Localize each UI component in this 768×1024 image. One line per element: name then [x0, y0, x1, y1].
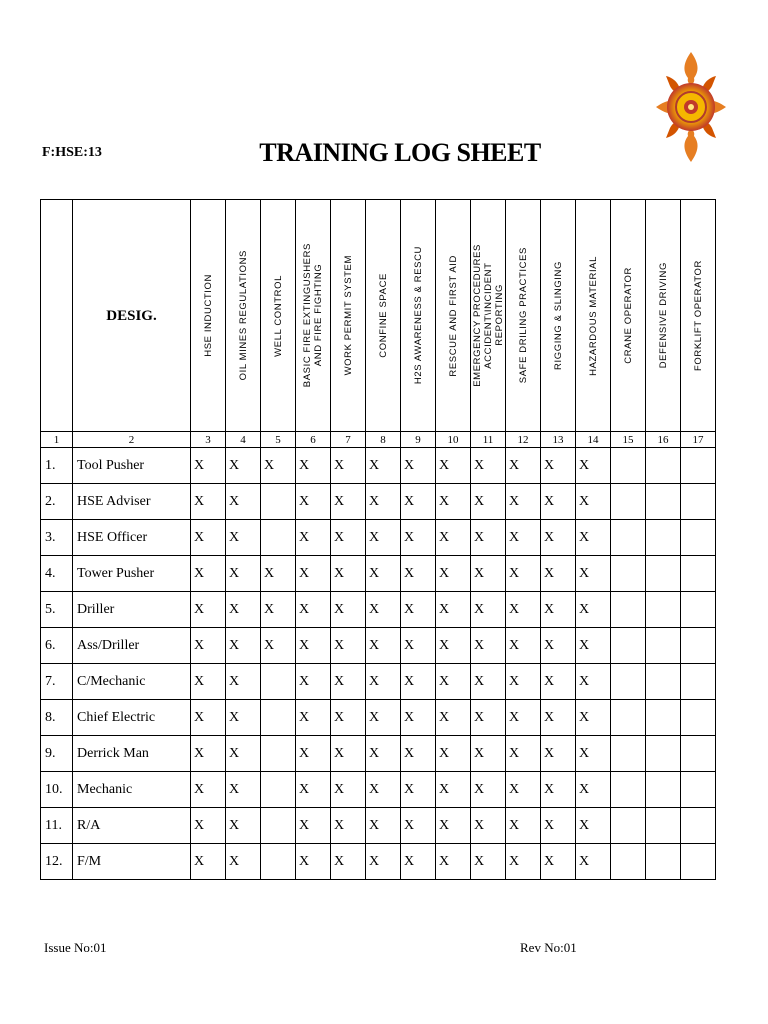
column-number: 12	[506, 432, 541, 448]
revision-number: Rev No:01	[520, 940, 577, 955]
training-mark: X	[506, 520, 541, 556]
training-mark: X	[576, 628, 611, 664]
training-mark: X	[471, 772, 506, 808]
training-mark: X	[226, 484, 261, 520]
training-mark: X	[296, 700, 331, 736]
table-row	[41, 772, 716, 808]
training-mark: X	[226, 628, 261, 664]
training-header-label: CRANE OPERATOR	[622, 267, 634, 364]
serial-number: 7.	[41, 664, 73, 700]
training-header-label: HSE INDUCTION	[202, 274, 214, 357]
training-mark: X	[576, 520, 611, 556]
training-mark: X	[226, 556, 261, 592]
table-row	[41, 664, 716, 700]
designation: HSE Adviser	[73, 484, 191, 520]
table-row	[41, 484, 716, 520]
serial-number: 3.	[41, 520, 73, 556]
training-mark: X	[366, 520, 401, 556]
training-mark: X	[331, 700, 366, 736]
training-mark: X	[436, 592, 471, 628]
training-mark: X	[261, 556, 296, 592]
training-mark: X	[366, 808, 401, 844]
table-row	[41, 520, 716, 556]
serial-number: 5.	[41, 592, 73, 628]
training-mark	[681, 592, 716, 628]
training-mark: X	[506, 556, 541, 592]
training-mark: X	[226, 772, 261, 808]
column-number: 7	[331, 432, 366, 448]
training-mark: X	[366, 772, 401, 808]
training-mark: X	[576, 592, 611, 628]
training-mark: X	[191, 664, 226, 700]
training-mark: X	[401, 736, 436, 772]
training-mark	[611, 808, 646, 844]
training-mark: X	[191, 484, 226, 520]
training-header	[576, 200, 611, 432]
training-mark: X	[471, 808, 506, 844]
training-mark	[611, 484, 646, 520]
training-header-label: DEFENSIVE DRIVING	[657, 262, 669, 369]
training-mark	[681, 736, 716, 772]
training-mark: X	[576, 448, 611, 484]
designation: HSE Officer	[73, 520, 191, 556]
training-mark: X	[401, 484, 436, 520]
training-mark: X	[366, 484, 401, 520]
training-mark	[261, 664, 296, 700]
training-mark	[646, 736, 681, 772]
sn-header	[41, 200, 73, 432]
training-mark: X	[576, 772, 611, 808]
form-code: F:HSE:13	[42, 145, 102, 160]
sun-emblem-icon	[652, 48, 730, 166]
training-mark: X	[576, 736, 611, 772]
training-mark: X	[401, 844, 436, 880]
training-mark: X	[331, 772, 366, 808]
training-mark	[681, 808, 716, 844]
training-mark: X	[506, 592, 541, 628]
training-mark: X	[541, 520, 576, 556]
training-header-label: RIGGING & SLINGING	[552, 261, 564, 370]
training-mark: X	[331, 520, 366, 556]
training-header-label: WORK PERMIT SYSTEM	[342, 255, 354, 376]
training-mark	[681, 448, 716, 484]
column-number: 9	[401, 432, 436, 448]
column-number: 8	[366, 432, 401, 448]
training-header	[506, 200, 541, 432]
training-header-label: SAFE DRILING PRACTICES	[517, 247, 529, 384]
training-mark: X	[576, 808, 611, 844]
training-mark: X	[506, 736, 541, 772]
training-header	[541, 200, 576, 432]
table-row	[41, 556, 716, 592]
column-number: 15	[611, 432, 646, 448]
training-mark: X	[541, 448, 576, 484]
training-mark: X	[541, 844, 576, 880]
training-mark: X	[331, 448, 366, 484]
training-mark	[646, 484, 681, 520]
serial-number: 12.	[41, 844, 73, 880]
training-mark: X	[296, 844, 331, 880]
training-mark: X	[541, 700, 576, 736]
designation: Driller	[73, 592, 191, 628]
training-mark	[611, 520, 646, 556]
training-mark: X	[541, 736, 576, 772]
training-mark: X	[366, 628, 401, 664]
training-mark	[611, 844, 646, 880]
training-mark: X	[541, 556, 576, 592]
training-mark: X	[436, 772, 471, 808]
training-mark: X	[471, 520, 506, 556]
page-title: TRAINING LOG SHEET	[259, 138, 541, 167]
serial-number: 1.	[41, 448, 73, 484]
column-number: 2	[73, 432, 191, 448]
training-header	[366, 200, 401, 432]
training-mark: X	[226, 592, 261, 628]
training-mark: X	[471, 736, 506, 772]
training-mark: X	[506, 844, 541, 880]
training-mark: X	[401, 448, 436, 484]
training-mark	[681, 772, 716, 808]
designation: Tool Pusher	[73, 448, 191, 484]
training-mark	[681, 700, 716, 736]
column-number: 14	[576, 432, 611, 448]
table-row	[41, 592, 716, 628]
column-number: 17	[681, 432, 716, 448]
training-mark: X	[401, 592, 436, 628]
training-mark: X	[506, 484, 541, 520]
training-mark: X	[436, 448, 471, 484]
serial-number: 10.	[41, 772, 73, 808]
training-header	[226, 200, 261, 432]
training-mark: X	[191, 556, 226, 592]
training-mark: X	[576, 484, 611, 520]
training-mark: X	[436, 664, 471, 700]
training-mark	[646, 628, 681, 664]
training-mark: X	[366, 448, 401, 484]
training-mark: X	[471, 592, 506, 628]
training-header-label: RESCUE AND FIRST AID	[447, 254, 459, 377]
training-mark	[646, 556, 681, 592]
training-mark: X	[226, 700, 261, 736]
column-number: 13	[541, 432, 576, 448]
training-mark: X	[576, 664, 611, 700]
training-header	[296, 200, 331, 432]
training-mark: X	[296, 520, 331, 556]
training-mark: X	[471, 628, 506, 664]
table-row	[41, 736, 716, 772]
training-mark: X	[401, 520, 436, 556]
training-mark: X	[331, 844, 366, 880]
training-mark: X	[471, 664, 506, 700]
training-mark: X	[401, 556, 436, 592]
training-header	[436, 200, 471, 432]
training-mark: X	[366, 592, 401, 628]
training-mark: X	[471, 700, 506, 736]
training-mark	[646, 700, 681, 736]
training-header-label: EMERGENCY PROCEDURES ACCIDENT\INCIDENT REPORTING	[471, 244, 505, 387]
training-mark	[681, 556, 716, 592]
training-mark	[611, 628, 646, 664]
training-mark	[646, 772, 681, 808]
training-mark: X	[191, 700, 226, 736]
training-mark: X	[436, 520, 471, 556]
designation: Mechanic	[73, 772, 191, 808]
training-mark	[646, 520, 681, 556]
training-mark: X	[191, 808, 226, 844]
column-number: 3	[191, 432, 226, 448]
training-mark: X	[331, 628, 366, 664]
training-mark: X	[226, 808, 261, 844]
training-header	[471, 200, 506, 432]
training-mark: X	[436, 808, 471, 844]
designation: C/Mechanic	[73, 664, 191, 700]
training-mark: X	[366, 844, 401, 880]
training-mark: X	[226, 736, 261, 772]
training-mark: X	[331, 664, 366, 700]
training-mark: X	[331, 592, 366, 628]
training-mark: X	[261, 628, 296, 664]
training-mark: X	[331, 556, 366, 592]
training-header	[191, 200, 226, 432]
serial-number: 2.	[41, 484, 73, 520]
training-mark: X	[191, 628, 226, 664]
training-mark	[261, 808, 296, 844]
training-mark	[611, 664, 646, 700]
training-mark	[681, 520, 716, 556]
training-log-table	[40, 199, 716, 880]
training-mark: X	[541, 664, 576, 700]
training-mark	[646, 808, 681, 844]
training-mark: X	[401, 628, 436, 664]
issue-number: Issue No:01	[44, 940, 107, 955]
training-mark: X	[436, 736, 471, 772]
designation: Derrick Man	[73, 736, 191, 772]
training-mark: X	[296, 664, 331, 700]
training-mark: X	[296, 808, 331, 844]
training-mark	[646, 592, 681, 628]
training-mark	[681, 484, 716, 520]
training-header-label: CONFINE SPACE	[377, 273, 389, 358]
training-header-label: BASIC FIRE EXTINGUSHERS AND FIRE FIGHTING	[302, 243, 324, 388]
training-mark: X	[331, 808, 366, 844]
training-mark: X	[471, 448, 506, 484]
designation: Chief Electric	[73, 700, 191, 736]
training-mark: X	[436, 628, 471, 664]
training-mark: X	[261, 448, 296, 484]
training-mark: X	[576, 844, 611, 880]
training-mark: X	[226, 448, 261, 484]
training-header	[611, 200, 646, 432]
desig-header: DESIG.	[73, 200, 191, 432]
table-row	[41, 844, 716, 880]
training-mark: X	[541, 772, 576, 808]
training-mark: X	[506, 808, 541, 844]
training-mark: X	[296, 484, 331, 520]
training-mark: X	[191, 520, 226, 556]
column-number: 10	[436, 432, 471, 448]
training-mark: X	[191, 844, 226, 880]
training-mark: X	[436, 844, 471, 880]
column-number: 1	[41, 432, 73, 448]
table-row	[41, 628, 716, 664]
training-mark: X	[226, 520, 261, 556]
training-mark	[611, 700, 646, 736]
training-mark	[611, 772, 646, 808]
training-mark: X	[366, 700, 401, 736]
training-mark: X	[331, 736, 366, 772]
training-mark: X	[436, 484, 471, 520]
serial-number: 9.	[41, 736, 73, 772]
training-header	[261, 200, 296, 432]
table-row	[41, 448, 716, 484]
training-mark: X	[506, 664, 541, 700]
column-number: 5	[261, 432, 296, 448]
training-mark	[646, 448, 681, 484]
training-header-label: H2S AWARENESS & RESCU	[412, 246, 424, 385]
serial-number: 8.	[41, 700, 73, 736]
training-mark: X	[401, 808, 436, 844]
training-mark	[261, 844, 296, 880]
training-mark: X	[436, 700, 471, 736]
training-mark	[611, 592, 646, 628]
training-mark: X	[471, 844, 506, 880]
training-mark	[611, 556, 646, 592]
training-mark: X	[541, 808, 576, 844]
training-header	[331, 200, 366, 432]
training-mark	[261, 484, 296, 520]
training-mark: X	[226, 844, 261, 880]
table-row	[41, 700, 716, 736]
training-mark	[261, 700, 296, 736]
training-mark: X	[366, 556, 401, 592]
training-mark: X	[506, 448, 541, 484]
training-mark: X	[401, 772, 436, 808]
training-mark: X	[401, 700, 436, 736]
training-mark	[261, 772, 296, 808]
training-mark	[681, 628, 716, 664]
training-mark: X	[261, 592, 296, 628]
designation: R/A	[73, 808, 191, 844]
table-row	[41, 808, 716, 844]
training-mark: X	[191, 448, 226, 484]
training-mark: X	[576, 700, 611, 736]
training-mark: X	[296, 592, 331, 628]
training-mark: X	[436, 556, 471, 592]
serial-number: 6.	[41, 628, 73, 664]
training-mark: X	[296, 772, 331, 808]
training-mark	[646, 664, 681, 700]
training-mark: X	[191, 736, 226, 772]
training-mark: X	[366, 664, 401, 700]
training-header	[401, 200, 436, 432]
training-header-label: HAZARDOUS MATERIAL	[587, 255, 599, 376]
training-mark	[611, 448, 646, 484]
training-mark	[681, 844, 716, 880]
training-mark: X	[191, 772, 226, 808]
serial-number: 4.	[41, 556, 73, 592]
training-mark: X	[541, 484, 576, 520]
training-mark	[261, 736, 296, 772]
training-mark: X	[296, 448, 331, 484]
designation: F/M	[73, 844, 191, 880]
training-header-label: WELL CONTROL	[272, 274, 284, 357]
column-number: 16	[646, 432, 681, 448]
training-mark	[261, 520, 296, 556]
training-mark: X	[506, 772, 541, 808]
serial-number: 11.	[41, 808, 73, 844]
training-mark: X	[296, 556, 331, 592]
training-mark: X	[366, 736, 401, 772]
training-mark: X	[471, 484, 506, 520]
training-mark	[681, 664, 716, 700]
training-mark: X	[471, 556, 506, 592]
training-header	[646, 200, 681, 432]
training-header-label: FORKLIFT OPERATOR	[692, 259, 704, 372]
training-header	[681, 200, 716, 432]
training-mark	[646, 844, 681, 880]
designation: Ass/Driller	[73, 628, 191, 664]
training-mark	[611, 736, 646, 772]
training-mark: X	[296, 736, 331, 772]
training-mark: X	[296, 628, 331, 664]
column-number: 11	[471, 432, 506, 448]
training-mark: X	[331, 484, 366, 520]
training-mark: X	[506, 628, 541, 664]
column-number: 6	[296, 432, 331, 448]
column-number: 4	[226, 432, 261, 448]
training-mark: X	[226, 664, 261, 700]
training-header-label: OIL MINES REGULATIONS	[237, 250, 249, 381]
training-mark: X	[576, 556, 611, 592]
designation: Tower Pusher	[73, 556, 191, 592]
training-mark: X	[191, 592, 226, 628]
training-mark: X	[401, 664, 436, 700]
training-mark: X	[541, 592, 576, 628]
training-mark: X	[506, 700, 541, 736]
training-mark: X	[541, 628, 576, 664]
